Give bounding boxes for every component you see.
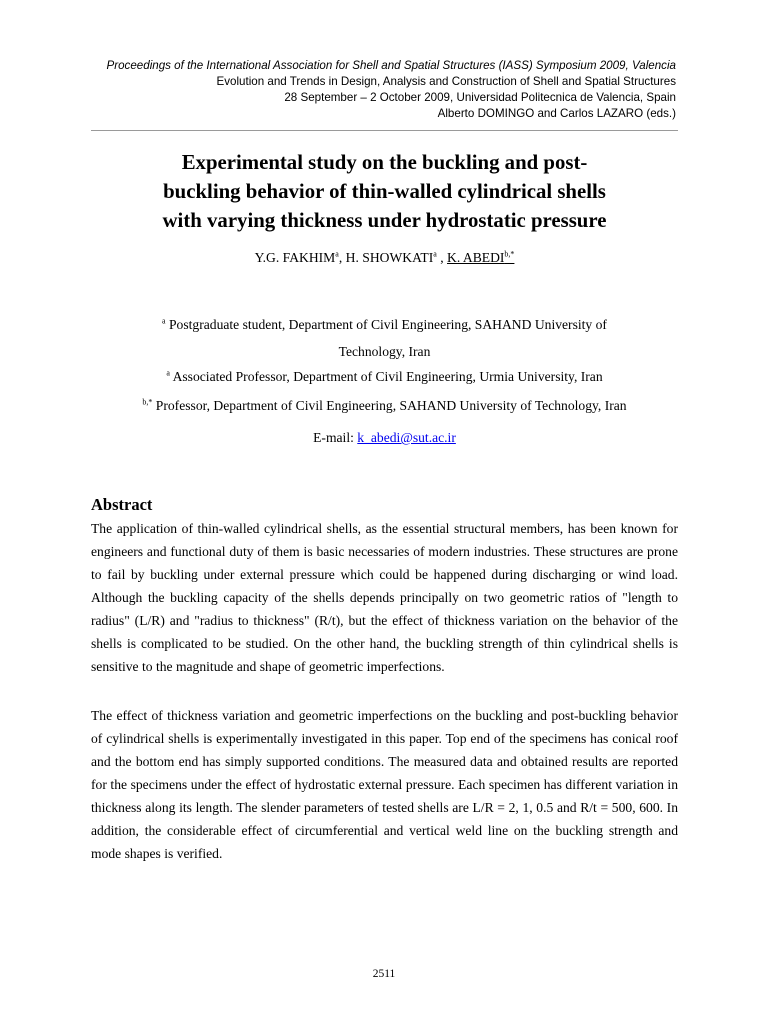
title-line-2: buckling behavior of thin-walled cylindrical shells	[163, 180, 606, 203]
header-line-2: Evolution and Trends in Design, Analysis and Construction of Shell and Spatial Structures	[216, 75, 676, 88]
abstract-heading: Abstract	[91, 495, 153, 514]
email-label: E-mail:	[313, 430, 358, 445]
contact-email	[91, 430, 678, 446]
affiliation-3-text: Professor, Department of Civil Engineering, SAHAND University of Technology, Iran	[155, 398, 627, 413]
header-line-4: Alberto DOMINGO and Carlos LAZARO (eds.)	[437, 107, 676, 120]
author-separator: ,	[338, 250, 346, 265]
header-divider	[91, 130, 678, 131]
affiliation-1-line-2: Technology, Iran	[338, 344, 431, 359]
author-3	[447, 250, 514, 265]
author-3-sup: b,*	[504, 249, 515, 259]
author-2-sup: a	[433, 249, 437, 259]
author-1: Y.G. FAKHIM	[254, 250, 336, 265]
affiliation-1-line-1: Postgraduate student, Department of Civil Engineering, SAHAND University of	[169, 317, 607, 332]
affiliation-2	[91, 369, 678, 385]
paper-title	[91, 148, 678, 235]
header-line-1: Proceedings of the International Association for Shell and Spatial Structures (IASS) Symposium 2009, Valencia	[106, 59, 676, 72]
affiliation-2-text: Associated Professor, Department of Civil Engineering, Urmia University, Iran	[172, 369, 603, 384]
affiliation-3	[91, 398, 678, 414]
affiliation-2-sup: a	[166, 368, 170, 378]
header-line-3: 28 September – 2 October 2009, Universidad Politecnica de Valencia, Spain	[284, 91, 676, 104]
email-link[interactable]: k_abedi@sut.ac.ir	[357, 430, 456, 445]
title-line-3: with varying thickness under hydrostatic pressure	[162, 209, 607, 232]
affiliation-1-sup: a	[162, 316, 166, 326]
page-number: 2511	[372, 968, 396, 980]
affiliation-1	[91, 311, 678, 365]
author-2: H. SHOWKATI	[345, 250, 434, 265]
author-separator: ,	[436, 250, 448, 265]
proceedings-header	[76, 58, 676, 122]
author-list	[91, 250, 678, 266]
abstract-paragraph-1: The application of thin-walled cylindrical shells, as the essential structural members, has been known for engineers and functional duty of them is basic necessaries of modern industries. These structures are prone to fail by buckling under external pressure which could be happened during discharging or wind load. Although the buckling capacity of the shells depends principally on two geometric ratios of "length to radius" (L/R) and "radius to thickness" (R/t), but the effect of thickness variation on the behavior of the shells is complicated to be studied. On the other hand, the buckling strength of thin cylindrical shells is sensitive to the magnitude and shape of geometric imperfections.	[91, 521, 678, 674]
affiliation-3-sup: b,*	[142, 397, 153, 407]
title-line-1: Experimental study on the buckling and post-	[181, 151, 588, 174]
author-1-sup: a	[335, 249, 339, 259]
author-3-name: K. ABEDI	[447, 250, 505, 265]
abstract-paragraph-2: The effect of thickness variation and geometric imperfections on the buckling and post-buckling behavior of cylindrical shells is experimentally investigated in this paper. Top end of the specimens has conical roof and the bottom end has simply supported conditions. The measured data and obtained results are reported for the specimens under the effect of hydrostatic external pressure. Each specimen has different variation in thickness along its length. The slender parameters of tested shells are L/R = 2, 1, 0.5 and R/t = 500, 600. In addition, the considerable effect of circumferential and vertical weld line on the buckling strength and mode shapes is verified.	[91, 708, 678, 861]
